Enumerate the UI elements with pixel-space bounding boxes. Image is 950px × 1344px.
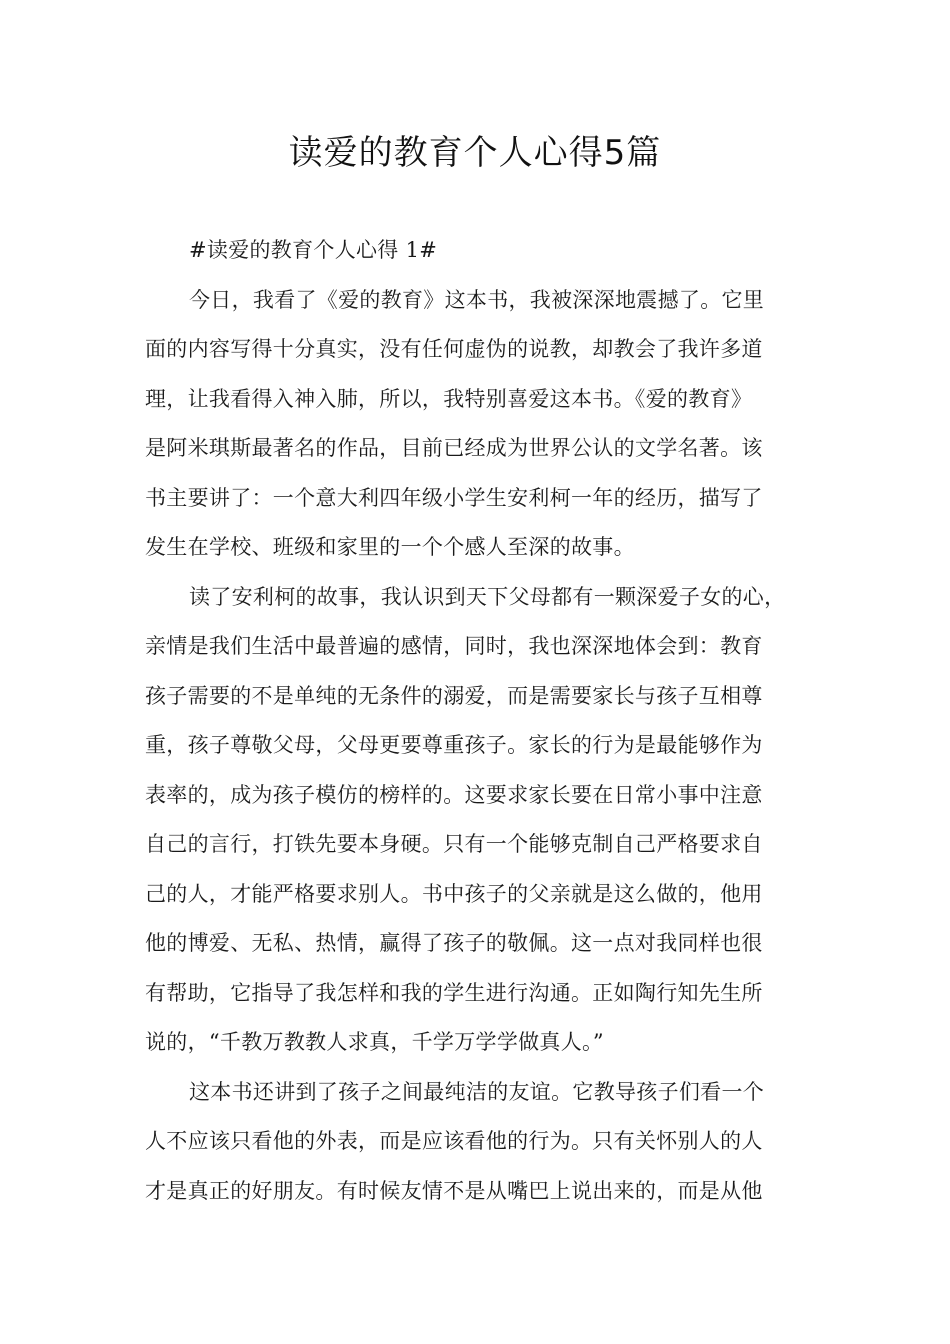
paragraph-line: 书主要讲了：一个意大利四年级小学生安利柯一年的经历，描写了 [145,485,763,510]
paragraph-line: 重，孩子尊敬父母，父母更要尊重孩子。家长的行为是最能够作为 [145,733,763,757]
paragraph-line: 发生在学校、班级和家里的一个个感人至深的故事。 [145,535,635,559]
paragraph-line: 自己的言行，打铁先要本身硬。只有一个能够克制自己严格要求自 [145,832,763,856]
paragraph-line: 今日，我看了《爱的教育》这本书，我被深深地震撼了。它里 [189,287,765,312]
paragraph-3 [145,1068,815,1217]
paragraph-1 [145,276,815,573]
paragraph-line: 才是真正的好朋友。有时候友情不是从嘴巴上说出来的，而是从他 [145,1178,763,1203]
paragraph-line: 面的内容写得十分真实，没有任何虚伪的说教，却教会了我许多道 [145,337,763,361]
paragraph-line: 他的博爱、无私、热情，赢得了孩子的敬佩。这一点对我同样也很 [145,931,763,955]
section-heading: #读爱的教育个人心得 1# [189,238,438,262]
paragraph-line: 有帮助，它指导了我怎样和我的学生进行沟通。正如陶行知先生所 [145,980,763,1005]
document-body [145,226,815,1216]
paragraph-line: 亲情是我们生活中最普遍的感情，同时，我也深深地体会到：教育 [145,634,763,658]
paragraph-line: 己的人，才能严格要求别人。书中孩子的父亲就是这么做的，他用 [145,881,763,906]
paragraph-line: 孩子需要的不是单纯的无条件的溺爱，而是需要家长与孩子互相尊 [145,683,763,708]
paragraph-line: 说的，“千教万教教人求真，千学万学学做真人。” [145,1030,604,1054]
paragraph-line: 理，让我看得入神入肺，所以，我特别喜爱这本书。《爱的教育》 [145,386,753,411]
paragraph-line: 表率的，成为孩子模仿的榜样的。这要求家长要在日常小事中注意 [145,782,763,807]
paragraph-line: 人不应该只看他的外表，而是应该看他的行为。只有关怀别人的人 [145,1129,763,1153]
paragraph-line: 是阿米琪斯最著名的作品，目前已经成为世界公认的文学名著。该 [145,436,763,460]
document-title: 读爱的教育个人心得5篇 [288,133,662,173]
paragraph-2 [145,573,815,1068]
paragraph-line: 读了安利柯的故事，我认识到天下父母都有一颗深爱子女的心， [189,584,786,609]
paragraph-line: 这本书还讲到了孩子之间最纯洁的友谊。它教导孩子们看一个 [189,1079,765,1104]
